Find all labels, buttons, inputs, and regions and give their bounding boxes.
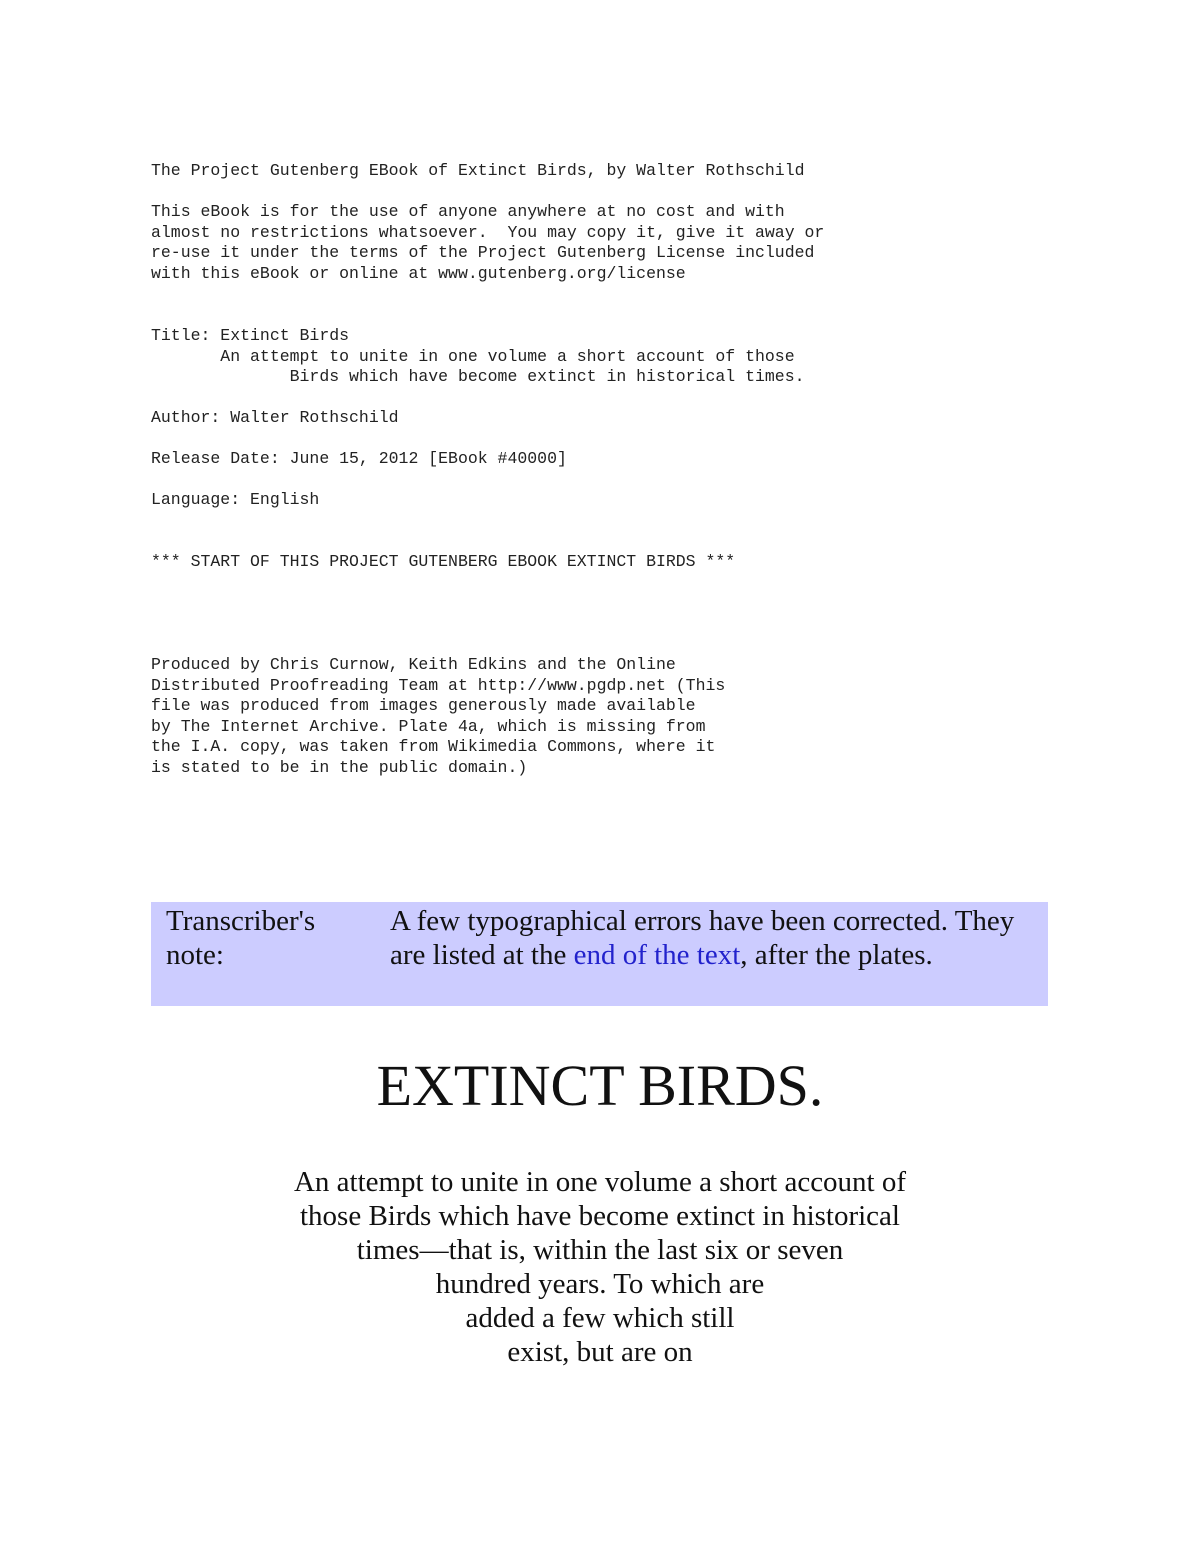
subtitle-line: times—that is, within the last six or seven <box>356 1234 844 1266</box>
note-text-line: A few typographical errors have been corrected. They <box>390 905 1015 937</box>
start-marker: *** START OF THIS PROJECT GUTENBERG EBOOK EXTINCT BIRDS *** <box>151 552 736 571</box>
book-subtitle <box>0 1165 1200 1369</box>
author-field: Author: Walter Rothschild <box>151 408 399 427</box>
produced-by-line: file was produced from images generously made available <box>151 696 696 716</box>
subtitle-line: hundred years. To which are <box>435 1268 765 1300</box>
title-field-line: Title: Extinct Birds <box>151 326 350 345</box>
produced-by-paragraph <box>151 655 725 779</box>
subtitle-line: exist, but are on <box>507 1336 693 1368</box>
produced-by-line: by The Internet Archive. Plate 4a, which is missing from <box>151 716 706 736</box>
produced-by-line: the I.A. copy, was taken from Wikimedia Commons, where it <box>151 737 716 757</box>
produced-by-line: Produced by Chris Curnow, Keith Edkins and the Online <box>151 655 676 674</box>
release-date-field: Release Date: June 15, 2012 [EBook #40000] <box>151 449 567 468</box>
ebook-title-line: The Project Gutenberg EBook of Extinct Birds, by Walter Rothschild <box>151 161 805 180</box>
subtitle-line: those Birds which have become extinct in historical <box>300 1200 900 1232</box>
note-text-after-link: , after the plates. <box>740 939 933 971</box>
subtitle-line: added a few which still <box>465 1302 735 1334</box>
note-label-line: Transcriber's <box>166 905 316 937</box>
title-field <box>151 326 805 388</box>
license-line: re-use it under the terms of the Project Gutenberg License included <box>151 243 815 263</box>
produced-by-line: is stated to be in the public domain.) <box>151 757 528 777</box>
language-field: Language: English <box>151 490 320 509</box>
book-title: EXTINCT BIRDS. <box>376 1053 824 1118</box>
license-line: almost no restrictions whatsoever. You may copy it, give it away or <box>151 222 825 242</box>
produced-by-line: Distributed Proofreading Team at http://www.pgdp.net (This <box>151 675 726 695</box>
license-paragraph <box>151 202 824 284</box>
license-line: with this eBook or online at www.gutenberg.org/license <box>151 263 686 283</box>
subtitle-line: An attempt to unite in one volume a short account of <box>293 1166 907 1198</box>
note-text-before-link: are listed at the <box>390 939 574 971</box>
end-of-text-link[interactable]: end of the text <box>573 939 741 971</box>
transcriber-note-box <box>151 902 1048 1006</box>
title-field-line: An attempt to unite in one volume a short account of those <box>151 346 795 366</box>
license-line: This eBook is for the use of anyone anywhere at no cost and with <box>151 202 785 221</box>
note-label-line: note: <box>166 939 224 971</box>
transcriber-note-label <box>166 904 366 972</box>
transcriber-note-text <box>390 904 1040 972</box>
title-field-line: Birds which have become extinct in historical times. <box>151 367 805 387</box>
